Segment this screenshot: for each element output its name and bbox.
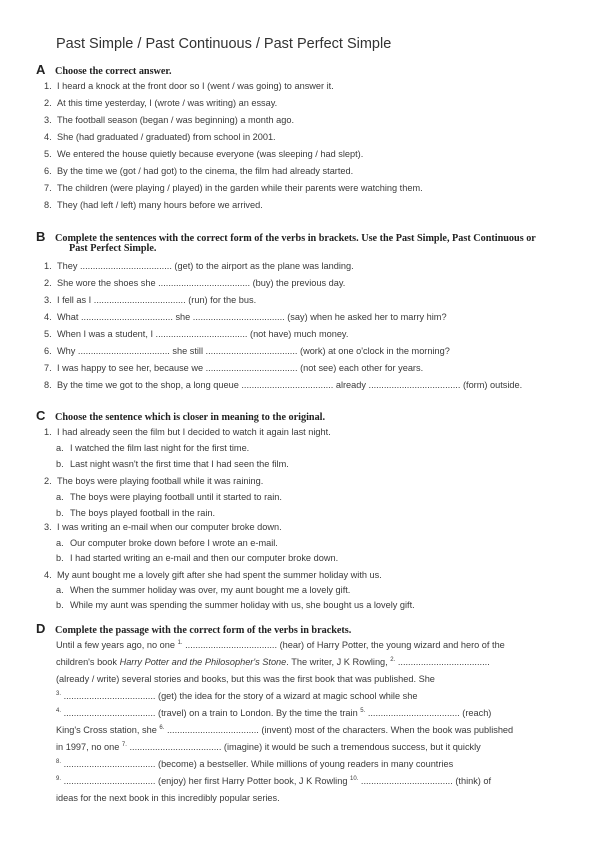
list-item: 7. I was happy to see her, because we .................................... (not see) each other for years. [44,363,424,373]
list-item: 2. The boys were playing football while it was raining. [44,476,264,486]
section-a-instruction: Choose the correct answer. [55,66,172,77]
section-d-instruction: Complete the passage with the correct form of the verbs in brackets. [55,625,352,636]
passage-line: (already / write) several stories and books, but this was the first book that was published. She [56,674,435,684]
list-item: 6. By the time we (got / had got) to the cinema, the film had already started. [44,166,354,176]
section-a-header [36,61,172,79]
list-item: 5. We entered the house quietly because everyone (was sleeping / had slept). [44,149,364,159]
list-item: 3. I was writing an e-mail when our computer broke down. [44,522,282,532]
list-item: 1. They .................................... (get) to the airport as the plane was landing. [44,261,354,271]
option-a: a. Our computer broke down before I wrote an e-mail. [56,538,278,548]
option-b: b. The boys played football in the rain. [56,508,216,518]
section-c-instruction: Choose the sentence which is closer in meaning to the original. [55,412,326,423]
list-item: 4. My aunt bought me a lovely gift after she had spent the summer holiday with us. [44,570,382,580]
list-item: 2. She wore the shoes she .................................... (buy) the previous day. [44,278,346,288]
list-item: 8. They (had left / left) many hours before we arrived. [44,200,263,210]
list-item: 3. The football season (began / was beginning) a month ago. [44,115,294,125]
list-item: 6. Why .................................... she still .................................... (work) at one o'clock in the morning? [44,346,450,356]
section-a-letter: A [36,62,46,77]
section-d-header [36,620,351,638]
list-item: 1. I heard a knock at the front door so I (went / was going) to answer it. [44,81,334,91]
passage-line: King's Cross station, she $^{6.}$ .................................... (invent) most of the characters. When the book was published [56,724,514,735]
option-b: b. While my aunt was spending the summer holiday with us, she bought us a lovely gift. [56,600,415,610]
option-b: b. Last night wasn't the first time that I had seen the film. [56,459,289,469]
passage-line: $^{4.}$ .................................... (travel) on a train to London. By the time the train $^{5.}$ .................................... (reach) [56,707,492,718]
list-item: 4. What .................................... she .................................... (say) when he asked her to marry him? [44,312,447,322]
book-title: Harry Potter and the Philosopher's Stone [119,657,287,667]
section-c-letter: C [36,408,46,423]
passage-line: $^{3.}$ .................................... (get) the idea for the story of a wizard at magic school while she [56,690,418,701]
option-b: b. I had started writing an e-mail and then our computer broke down. [56,553,339,563]
section-b-instruction-cont: Past Perfect Simple. [69,243,157,254]
section-b-instruction: Complete the sentences with the correct form of the verbs in brackets. Use the Past Simple, Past Continuous or [55,233,536,244]
section-c-header [36,407,325,425]
section-b-letter: B [36,229,46,244]
passage-line: children's book Harry Potter and the Philosopher's Stone. The writer, J K Rowling, $^{2.}$ .................................... [56,656,490,667]
passage-line: $^{8.}$ .................................... (become) a bestseller. While millions of young readers in many countries [56,758,454,769]
list-item: 3. I fell as I .................................... (run) for the bus. [44,295,257,305]
passage-line: Until a few years ago, no one $^{1.}$ .................................... (hear) of Harry Potter, the young wizard and hero of the [56,639,505,650]
list-item: 1. I had already seen the film but I decided to watch it again last night. [44,427,331,437]
list-item: 4. She (had graduated / graduated) from school in 2001. [44,132,276,142]
list-item: 7. The children (were playing / played) in the garden while their parents were watching them. [44,183,423,193]
passage-line: ideas for the next book in this incredibly popular series. [56,793,280,803]
option-a: a. When the summer holiday was over, my aunt bought me a lovely gift. [56,585,351,595]
passage-line: in 1997, no one $^{7.}$ .................................... (imagine) it would be such a tremendous success, but it quickly [56,741,481,752]
option-a: a. The boys were playing football until it started to rain. [56,492,282,502]
option-a: a. I watched the film last night for the first time. [56,443,250,453]
list-item: 5. When I was a student, I .................................... (not have) much money. [44,329,349,339]
passage-line: $^{9.}$ .................................... (enjoy) her first Harry Potter book, J K Rowling $^{10.}$ .................................... (think) of [56,775,492,786]
section-d-letter: D [36,621,46,636]
page-title: Past Simple / Past Continuous / Past Perfect Simple [56,36,392,52]
list-item: 8. By the time we got to the shop, a long queue .................................... already .................................... (form) outside. [44,380,523,390]
list-item: 2. At this time yesterday, I (wrote / was writing) an essay. [44,98,278,108]
